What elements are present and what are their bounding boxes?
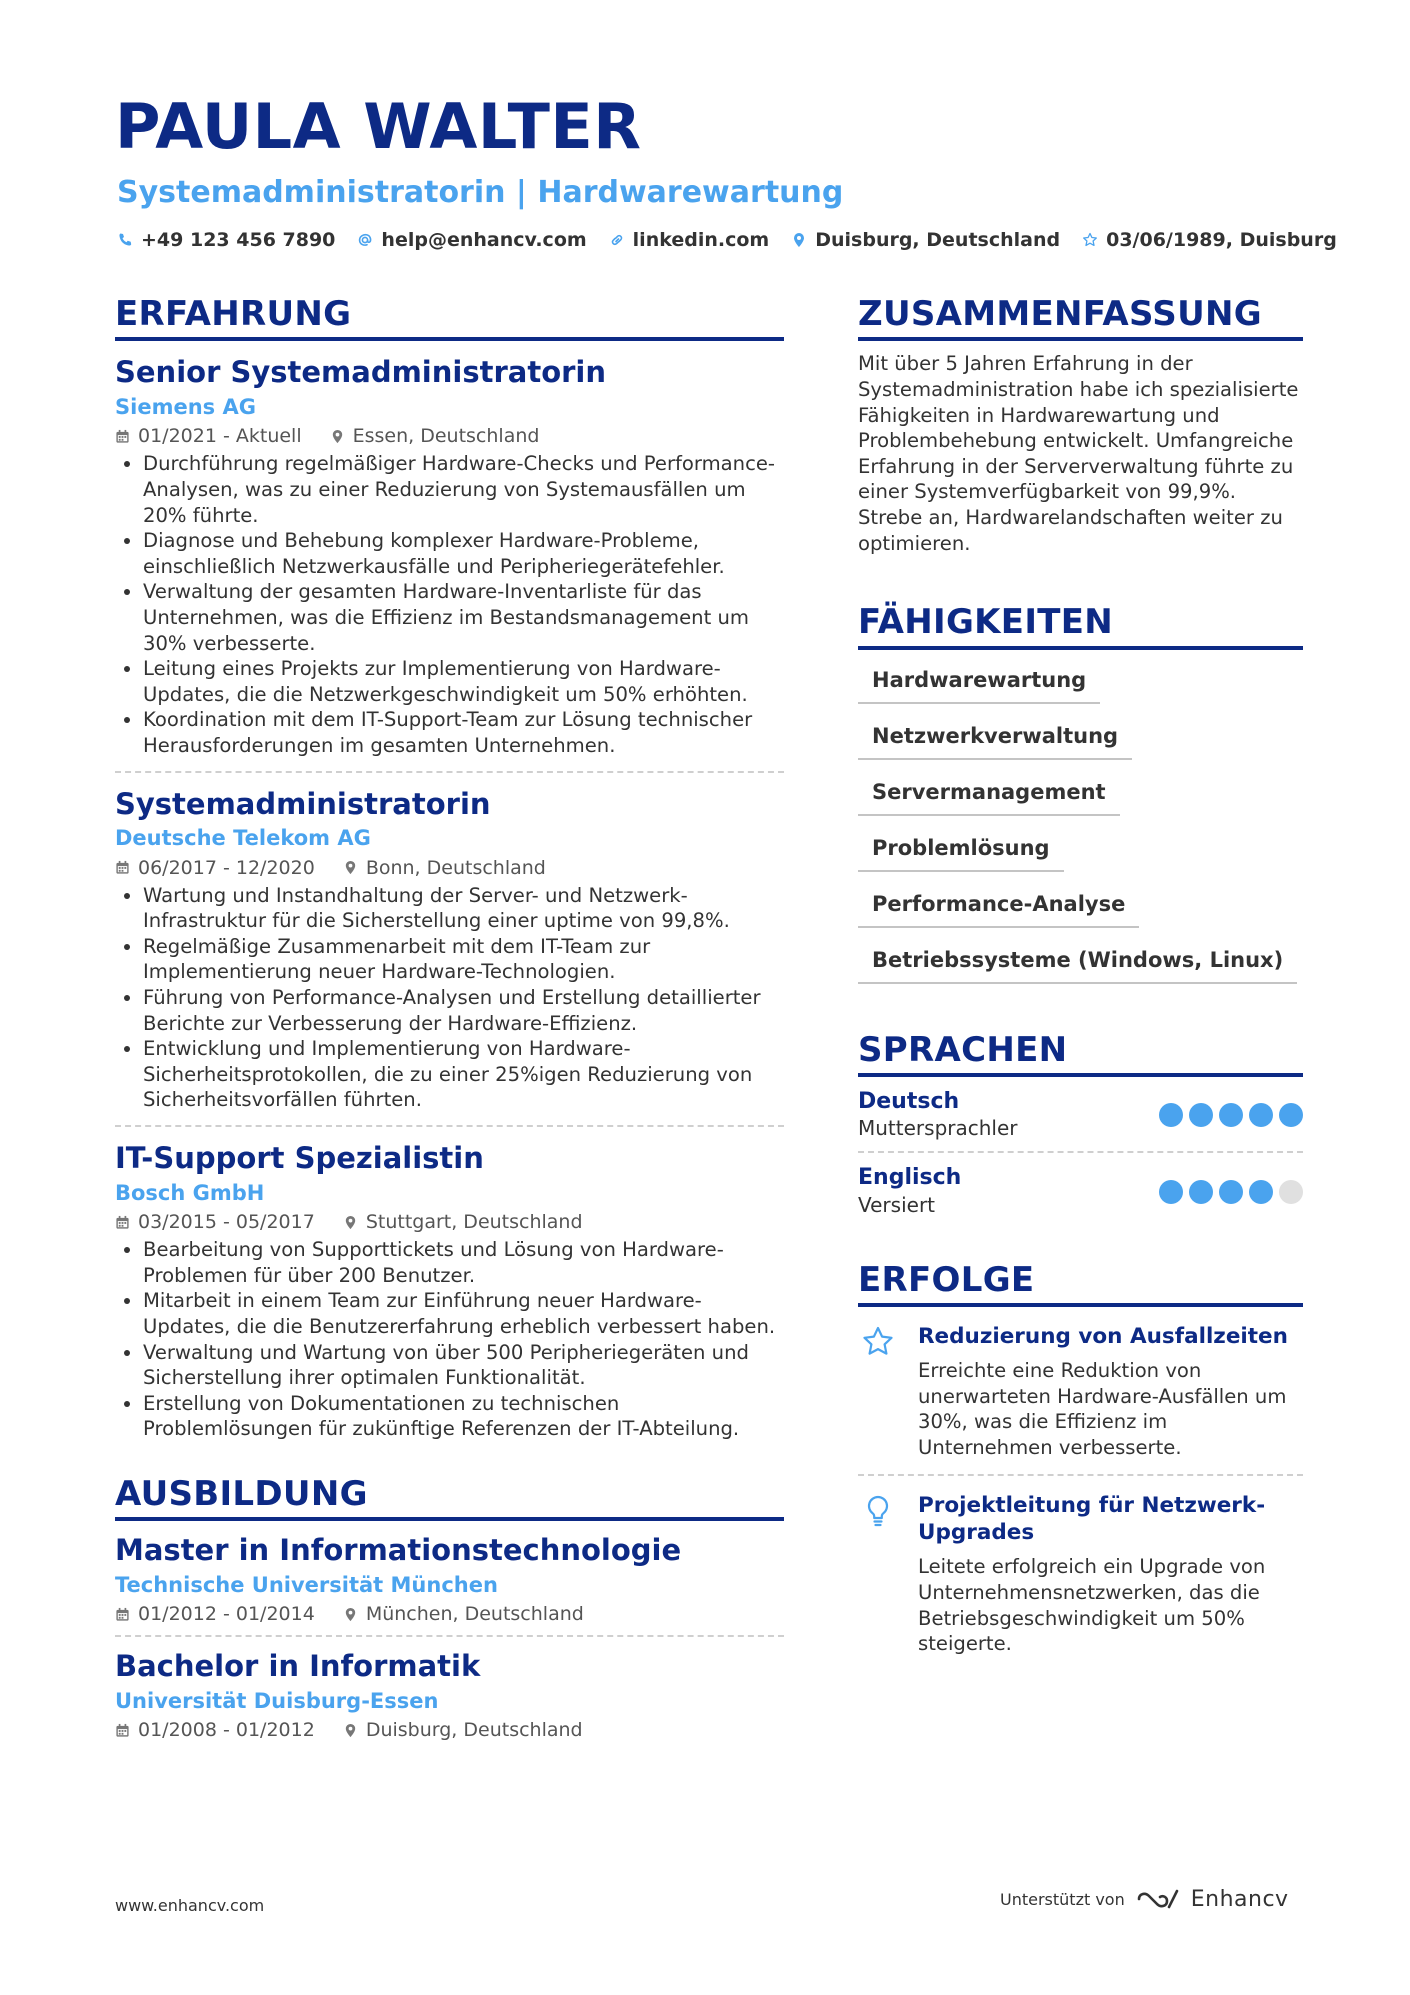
degree-title: Master in Informationstechnologie [115, 1533, 682, 1568]
skill-tag: Netzwerkverwaltung [858, 716, 1132, 760]
job-location [343, 857, 546, 879]
calendar-icon [115, 429, 130, 444]
job-dates [115, 425, 302, 447]
contact-linkedin[interactable] [609, 229, 770, 251]
job-location [330, 425, 540, 447]
language-rating [1159, 1180, 1303, 1204]
rating-dot-filled [1219, 1103, 1243, 1127]
job-dates-text: 06/2017 - 12/2020 [138, 856, 315, 879]
rating-dot-filled [1189, 1103, 1213, 1127]
contact-linkedin-text: linkedin.com [632, 229, 770, 251]
education-location-text: München, Deutschland [365, 1603, 584, 1626]
job-location [343, 1211, 583, 1233]
education-location [343, 1603, 584, 1625]
at-icon [357, 232, 373, 248]
rating-dot-filled [1219, 1180, 1243, 1204]
contact-birth-text: 03/06/1989, Duisburg [1106, 229, 1337, 251]
education-entry [115, 1635, 784, 1751]
rating-dot-filled [1279, 1103, 1303, 1127]
job-title: IT-Support Spezialistin [115, 1141, 484, 1176]
lightbulb-icon [861, 1494, 895, 1528]
contact-email-text: help@enhancv.com [381, 229, 587, 251]
calendar-icon [115, 1607, 130, 1622]
location-pin-icon [791, 232, 807, 248]
summary-heading: ZUSAMMENFASSUNG [858, 296, 1303, 341]
contact-location-text: Duisburg, Deutschland [815, 229, 1061, 251]
job-bullet: • Mitarbeit in einem Team zur Einführung neuer Hardware-Updates, die die Benutzererfahrung erheblich verbessert haben. [143, 1288, 784, 1339]
job-bullet: • Bearbeitung von Supporttickets und Lösung von Hardware-Problemen für über 200 Benutzer. [143, 1237, 784, 1288]
contact-birth [1082, 229, 1337, 251]
language-level: Versiert [858, 1192, 936, 1217]
job-dates-text: 01/2021 - Aktuell [138, 425, 302, 448]
achievement-content [918, 1323, 1303, 1460]
job-location-text: Stuttgart, Deutschland [365, 1211, 583, 1234]
languages-heading: SPRACHEN [858, 1032, 1303, 1077]
job-bullets [115, 1237, 784, 1442]
language-name: Deutsch [858, 1088, 960, 1114]
enhancv-logo-icon [1135, 1886, 1181, 1912]
language-name: Englisch [858, 1165, 962, 1191]
skill-tag: Performance-Analyse [858, 884, 1139, 928]
education-meta [115, 1719, 784, 1741]
job-dates [115, 857, 315, 879]
contact-location [791, 229, 1060, 251]
calendar-icon [115, 1723, 130, 1738]
link-icon [609, 232, 625, 248]
star-outline-icon [861, 1325, 895, 1359]
job-bullet: • Diagnose und Behebung komplexer Hardware-Probleme, einschließlich Netzwerkausfälle und Peripheriegerätefehler. [143, 528, 784, 579]
powered-by-text: Unterstützt von [1000, 1889, 1125, 1909]
summary-text: Mit über 5 Jahren Erfahrung in der Systemadministration habe ich spezialisierte Fähigkeiten in Hardwarewartung und Problembehebung entwickelt. Umfangreiche Erfahrung in der Serververwaltung führte zu einer Systemverfügbarkeit von 99,9%. Strebe an, Hardwarelandschaften weiter zu optimieren. [858, 352, 1299, 555]
education-location-text: Duisburg, Deutschland [365, 1719, 583, 1742]
job-title: Senior Systemadministratorin [115, 355, 607, 390]
skill-tag: Betriebssysteme (Windows, Linux) [858, 940, 1297, 984]
job-bullet: • Durchführung regelmäßiger Hardware-Checks und Performance-Analysen, was zu einer Reduzierung von Systemausfällen um 20% führte. [143, 451, 784, 528]
job-bullets [115, 883, 784, 1113]
achievement-entry [858, 1307, 1303, 1474]
education-dates-text: 01/2008 - 01/2012 [138, 1719, 315, 1742]
location-pin-icon [343, 1607, 358, 1622]
skill-tag: Problemlösung [858, 828, 1064, 872]
job-bullet: • Koordination mit dem IT-Support-Team zur Lösung technischer Herausforderungen im gesamten Unternehmen. [143, 707, 784, 758]
achievement-title: Projektleitung für Netzwerk-Upgrades [918, 1493, 1266, 1546]
job-bullets [115, 451, 784, 758]
location-pin-icon [343, 1723, 358, 1738]
education-dates [115, 1603, 315, 1625]
languages-section [858, 1029, 1303, 1228]
left-column [115, 296, 784, 1751]
achievements-section [858, 1259, 1303, 1671]
calendar-icon [115, 860, 130, 875]
education-entry [115, 1521, 784, 1635]
phone-icon [117, 232, 133, 248]
rating-dot-filled [1249, 1180, 1273, 1204]
experience-entry [115, 771, 784, 1125]
rating-dot-filled [1159, 1103, 1183, 1127]
contact-bar [117, 229, 1337, 251]
job-dates-text: 03/2015 - 05/2017 [138, 1211, 315, 1234]
contact-phone[interactable] [117, 229, 335, 251]
skill-tag: Servermanagement [858, 772, 1120, 816]
job-dates [115, 1211, 315, 1233]
achievement-description: Erreichte eine Reduktion von unerwarteten Hardware-Ausfällen um 30%, was die Effizienz im Unternehmen verbesserte. [918, 1359, 1287, 1459]
contact-phone-text: +49 123 456 7890 [141, 229, 336, 251]
job-bullet: • Verwaltung der gesamten Hardware-Inventarliste für das Unternehmen, was die Effizienz im Bestandsmanagement um 30% verbesserte. [143, 579, 784, 656]
job-meta [115, 425, 784, 447]
achievement-description: Leitete erfolgreich ein Upgrade von Unternehmensnetzwerken, das die Betriebsgeschwindigkeit um 50% steigerte. [918, 1555, 1266, 1656]
education-section [115, 1473, 784, 1752]
right-column [858, 296, 1303, 1671]
education-heading: AUSBILDUNG [115, 1476, 784, 1521]
achievement-entry [858, 1474, 1303, 1670]
school-name: Technische Universität München [115, 1573, 498, 1598]
job-bullet: • Erstellung von Dokumentationen zu technischen Problemlösungen für zukünftige Referenzen der IT-Abteilung. [143, 1391, 784, 1442]
calendar-icon [115, 1215, 130, 1230]
achievement-title: Reduzierung von Ausfallzeiten [918, 1324, 1288, 1350]
education-dates-text: 01/2012 - 01/2014 [138, 1603, 315, 1626]
job-bullet: • Leitung eines Projekts zur Implementierung von Hardware-Updates, die die Netzwerkgeschwindigkeit um 50% erhöhten. [143, 656, 784, 707]
job-bullet: • Führung von Performance-Analysen und Erstellung detaillierter Berichte zur Verbesserung der Hardware-Effizienz. [143, 985, 784, 1036]
footer-branding [1000, 1886, 1289, 1912]
rating-dot-filled [1249, 1103, 1273, 1127]
skills-heading: FÄHIGKEITEN [858, 604, 1303, 649]
language-entry [858, 1151, 1303, 1227]
skill-tag: Hardwarewartung [858, 660, 1100, 704]
skills-list [858, 660, 1303, 996]
job-bullet: • Verwaltung und Wartung von über 500 Peripheriegeräten und Sicherstellung ihrer optimalen Funktionalität. [143, 1340, 784, 1391]
rating-dot-empty [1279, 1180, 1303, 1204]
contact-email[interactable] [357, 229, 586, 251]
candidate-name: PAULA WALTER [115, 90, 642, 163]
language-entry [858, 1077, 1303, 1151]
location-pin-icon [343, 860, 358, 875]
company-name: Bosch GmbH [115, 1180, 265, 1205]
language-rating [1159, 1103, 1303, 1127]
rating-dot-filled [1189, 1180, 1213, 1204]
job-bullet: • Wartung und Instandhaltung der Server- und Netzwerk-Infrastruktur für die Sicherstellung einer uptime von 99,8%. [143, 883, 784, 934]
summary-section [858, 296, 1303, 556]
location-pin-icon [330, 429, 345, 444]
star-icon [1082, 232, 1098, 248]
brand-name: Enhancv [1190, 1886, 1289, 1912]
achievement-content [918, 1492, 1303, 1656]
job-location-text: Essen, Deutschland [352, 425, 540, 448]
education-meta [115, 1603, 784, 1625]
job-meta [115, 1211, 784, 1233]
language-info [858, 1089, 1018, 1141]
achievements-heading: ERFOLGE [858, 1262, 1303, 1307]
job-bullet: • Entwicklung und Implementierung von Hardware-Sicherheitsprotokollen, die zu einer 25%igen Reduzierung von Sicherheitsvorfällen führten. [143, 1036, 784, 1113]
language-level: Muttersprachler [858, 1116, 1018, 1141]
experience-section [115, 296, 784, 1454]
job-location-text: Bonn, Deutschland [365, 856, 546, 879]
experience-entry [115, 1125, 784, 1454]
job-title: Systemadministratorin [115, 786, 491, 821]
rating-dot-filled [1159, 1180, 1183, 1204]
job-meta [115, 857, 784, 879]
company-name: Siemens AG [115, 395, 256, 420]
footer-website[interactable]: www.enhancv.com [115, 1896, 265, 1915]
location-pin-icon [343, 1215, 358, 1230]
language-info [858, 1165, 961, 1217]
candidate-headline: Systemadministratorin | Hardwarewartung [117, 175, 844, 210]
company-name: Deutsche Telekom AG [115, 826, 371, 851]
job-bullet: • Regelmäßige Zusammenarbeit mit dem IT-Team zur Implementierung neuer Hardware-Technologien. [143, 934, 784, 985]
skills-section [858, 604, 1303, 995]
experience-heading: ERFAHRUNG [115, 296, 784, 341]
experience-entry [115, 341, 784, 770]
education-dates [115, 1719, 315, 1741]
education-location [343, 1719, 583, 1741]
degree-title: Bachelor in Informatik [115, 1649, 481, 1684]
school-name: Universität Duisburg-Essen [115, 1689, 439, 1714]
